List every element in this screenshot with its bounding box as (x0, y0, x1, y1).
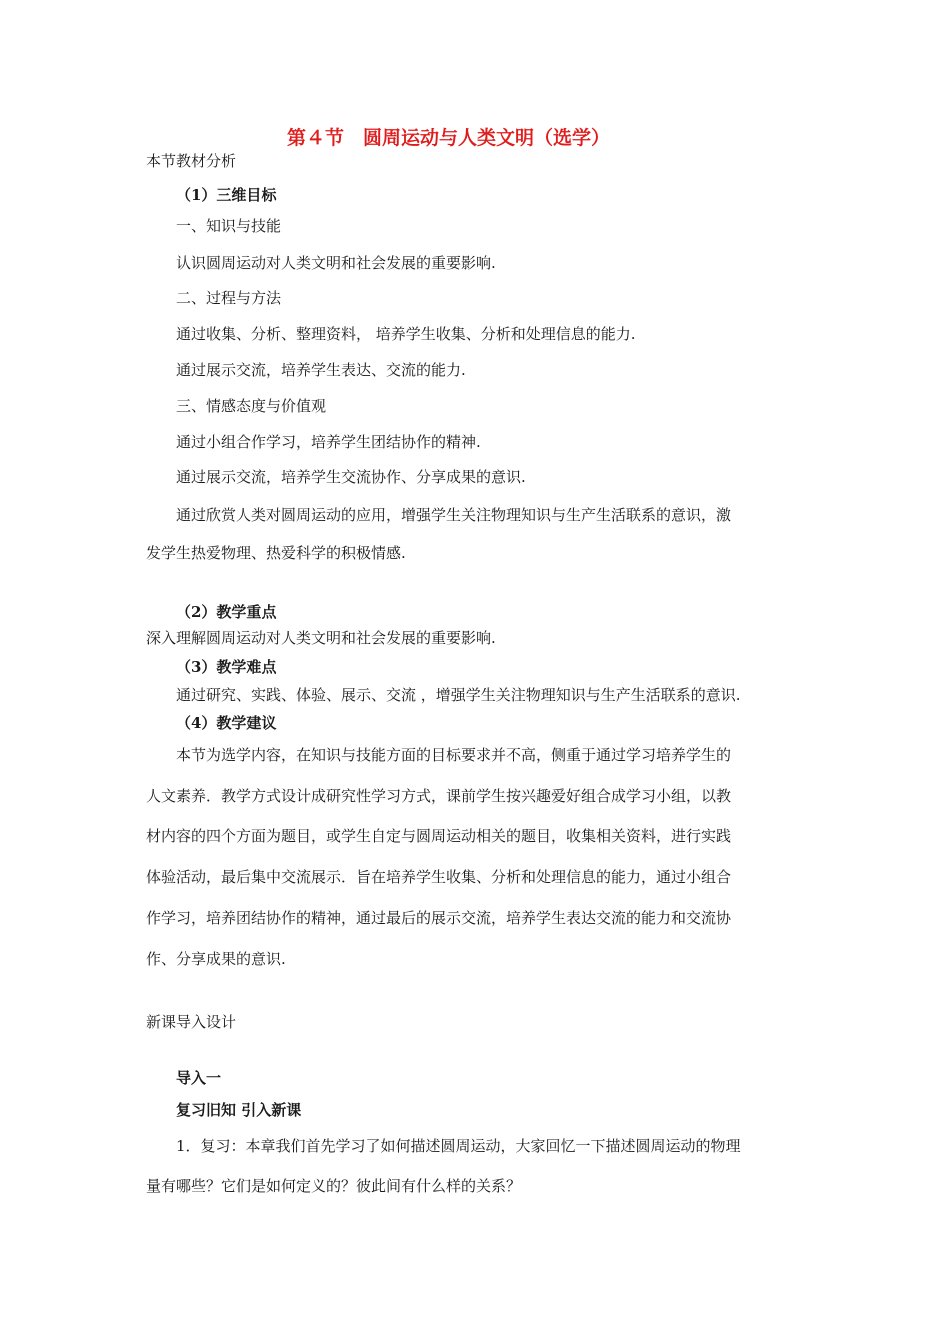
paragraph-line: 认识圆周运动对人类文明和社会发展的重要影响. (176, 254, 496, 272)
page-title: 第４节 圆周运动与人类文明（选学） (287, 127, 611, 149)
section-heading: 本节教材分析 (146, 152, 237, 170)
paragraph-line: 材内容的四个方面为题目，或学生自定与圆周运动相关的题目，收集相关资料，进行实践 (146, 827, 732, 845)
paragraph-line: 深入理解圆周运动对人类文明和社会发展的重要影响. (146, 629, 496, 647)
paragraph-line: 体验活动，最后集中交流展示．旨在培养学生收集、分析和处理信息的能力，通过小组合 (146, 868, 732, 886)
paragraph-line: 本节为选学内容，在知识与技能方面的目标要求并不高，侧重于通过学习培养学生的 (176, 746, 732, 764)
subsection-heading: （1）三维目标 (176, 186, 277, 204)
subsection-heading: （3）教学难点 (176, 658, 277, 676)
subsection-heading: 复习旧知 引入新课 (176, 1101, 302, 1119)
paragraph-line: 通过展示交流，培养学生交流协作、分享成果的意识. (176, 468, 526, 486)
goal-heading: 二、过程与方法 (176, 289, 282, 307)
goal-heading: 三、情感态度与价值观 (176, 397, 327, 415)
paragraph-line: 作学习，培养团结协作的精神，通过最后的展示交流，培养学生表达交流的能力和交流协 (146, 909, 732, 927)
paragraph-line: 量有哪些？它们是如何定义的？彼此间有什么样的关系？ (146, 1177, 522, 1195)
subsection-heading: （2）教学重点 (176, 603, 277, 621)
paragraph-line: 通过展示交流，培养学生表达、交流的能力. (176, 361, 466, 379)
paragraph-line: 通过收集、分析、整理资料， 培养学生收集、分析和处理信息的能力. (176, 325, 636, 343)
paragraph-line: 1．复习：本章我们首先学习了如何描述圆周运动，大家回忆一下描述圆周运动的物理 (176, 1137, 741, 1155)
goal-heading: 一、知识与技能 (176, 217, 282, 235)
paragraph-line: 通过欣赏人类对圆周运动的应用，增强学生关注物理知识与生产生活联系的意识，激 (176, 506, 732, 524)
subsection-heading: 导入一 (176, 1069, 222, 1087)
paragraph-line: 通过研究、实践、体验、展示、交流 ，增强学生关注物理知识与生产生活联系的意识. (176, 686, 741, 704)
paragraph-line: 作、分享成果的意识. (146, 950, 286, 968)
paragraph-line: 通过小组合作学习，培养学生团结协作的精神. (176, 433, 481, 451)
section-heading: 新课导入设计 (146, 1013, 237, 1031)
paragraph-line: 人文素养．教学方式设计成研究性学习方式，课前学生按兴趣爱好组合成学习小组，以教 (146, 787, 732, 805)
subsection-heading: （4）教学建议 (176, 714, 277, 732)
paragraph-line: 发学生热爱物理、热爱科学的积极情感. (146, 544, 406, 562)
